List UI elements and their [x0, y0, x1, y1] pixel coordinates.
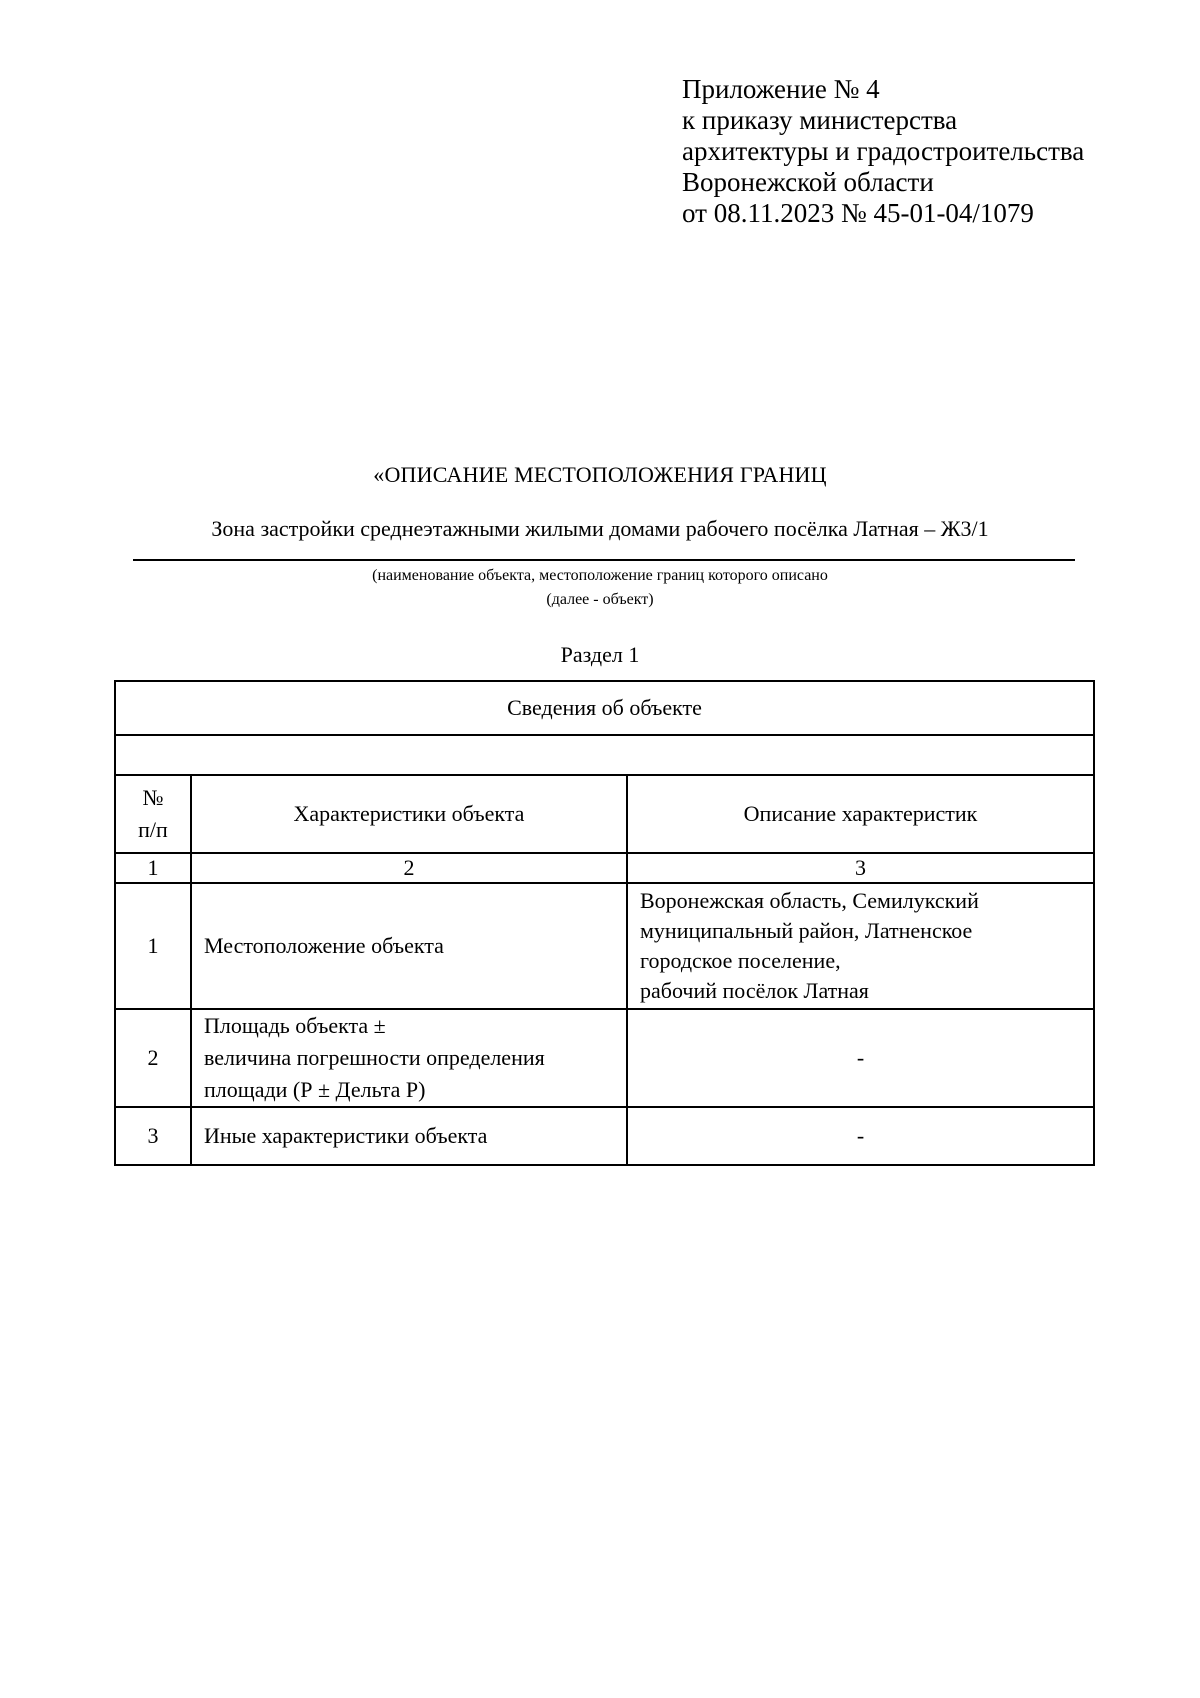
appendix-line: к приказу министерства: [682, 105, 958, 135]
object-name-underline: [133, 559, 1075, 561]
appendix-line: от 08.11.2023 № 45-01-04/1079: [682, 198, 1034, 228]
characteristic-line: Иные характеристики объекта: [204, 1123, 488, 1148]
description-line: рабочий посёлок Латная: [640, 978, 869, 1003]
header-num: [115, 775, 191, 853]
row-characteristic: [191, 1009, 627, 1107]
column-number-row: [115, 853, 1094, 883]
document-title: «ОПИСАНИЕ МЕСТОПОЛОЖЕНИЯ ГРАНИЦ: [373, 462, 827, 487]
row-characteristic: [191, 1107, 627, 1165]
row-description: [627, 1009, 1094, 1107]
column-number: 1: [115, 853, 191, 883]
header-num-line: п/п: [138, 817, 168, 842]
header-num-line: №: [142, 785, 164, 810]
table-row: [115, 883, 1094, 1009]
object-name-caption: [0, 564, 1200, 612]
table-empty-row: [115, 735, 1094, 775]
characteristic-line: Местоположение объекта: [204, 933, 444, 958]
row-description: [627, 883, 1094, 1009]
description-line: городское поселение,: [640, 948, 841, 973]
column-number: 3: [627, 853, 1094, 883]
table-header-row: [115, 775, 1094, 853]
object-name: Зона застройки среднеэтажными жилыми домами рабочего посёлка Латная – Ж3/1: [211, 516, 989, 541]
empty-cell: [115, 735, 1094, 775]
row-num: 3: [115, 1107, 191, 1165]
appendix-line: Воронежской области: [682, 167, 934, 197]
characteristic-line: площади (Р ± Дельта Р): [204, 1077, 426, 1102]
row-num: 2: [115, 1009, 191, 1107]
section-label: Раздел 1: [560, 642, 640, 667]
description-line: -: [856, 1045, 865, 1070]
table-caption: Сведения об объекте: [115, 681, 1094, 735]
table-row: [115, 1107, 1094, 1165]
characteristic-line: величина погрешности определения: [204, 1045, 545, 1070]
appendix-line: Приложение № 4: [682, 74, 880, 104]
description-line: муниципальный район, Латненское: [640, 918, 973, 943]
table-caption-row: [115, 681, 1094, 735]
header-characteristic: Характеристики объекта: [191, 775, 627, 853]
table-row: [115, 1009, 1094, 1107]
appendix-header: [682, 74, 1182, 229]
header-description: Описание характеристик: [627, 775, 1094, 853]
characteristic-line: Площадь объекта ±: [204, 1013, 386, 1038]
object-caption-line: (наименование объекта, местоположение границ которого описано: [372, 567, 828, 584]
object-info-table: [114, 680, 1095, 1166]
object-caption-line: (далее - объект): [546, 591, 654, 608]
description-line: Воронежская область, Семилукский: [640, 888, 979, 913]
row-characteristic: [191, 883, 627, 1009]
appendix-line: архитектуры и градостроительства: [682, 136, 1085, 166]
description-line: -: [856, 1123, 865, 1148]
row-num: 1: [115, 883, 191, 1009]
column-number: 2: [191, 853, 627, 883]
row-description: [627, 1107, 1094, 1165]
